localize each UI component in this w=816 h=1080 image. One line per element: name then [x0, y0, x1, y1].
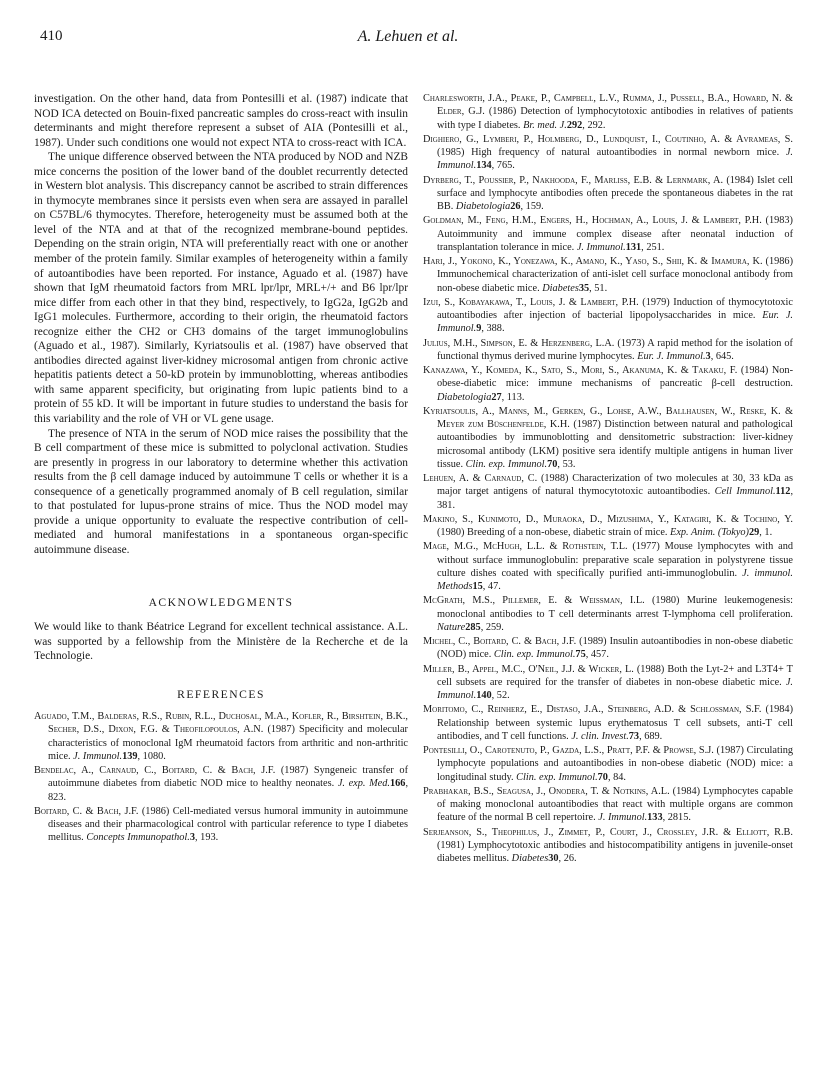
- reference-authors: Boitard, C. & Bach, J.F.: [34, 805, 139, 817]
- reference-pages: , 381.: [437, 486, 794, 511]
- reference-volume: 292: [566, 119, 583, 131]
- reference-text: (1980) Murine leukemogenesis: monoclonal antibodies to T cell determinants arrest T-lymphoma cell proliferation.: [437, 595, 793, 620]
- reference-volume: 3: [705, 350, 711, 362]
- reference-journal: J. Immunol.: [598, 812, 648, 824]
- references-heading: REFERENCES: [177, 687, 265, 701]
- reference-journal: Eur. J. Immunol.: [437, 310, 793, 335]
- reference-text: (1987) Specificity and molecular characteristics of monoclonal IgM rheumatoid factors from arthritic and non-arthritic mice.: [48, 724, 408, 762]
- reference-journal: Diabetologia: [437, 391, 492, 403]
- left-column: [34, 92, 408, 846]
- reference-volume: 140: [476, 690, 492, 701]
- reference-journal: J. immunol. Methods: [437, 567, 793, 592]
- reference-entry: [34, 710, 408, 763]
- reference-authors: Hari, J., Yokono, K., Yonezawa, K., Amano, K., Yaso, S., Shii, K. & Imamura, K.: [423, 256, 763, 267]
- body-paragraph-2: The unique difference observed between the NTA produced by NOD and NZB mice concerns the position of the lower band of the doublet recurrently detected in Western blot analysis. This discrepancy cannot be ascribed to strain differences in thymocyte membranes since it persists even when sera are assayed in parallel on C57BL/6 thymocytes. Therefore, heterogeneity must be assumed both at the level of the NTA and at that of the recognized membrane-bound peptides. Depending on the strain origin, NTA will preferentially react with one or another member of the protein family. Similar examples of heterogeneity within a family of autoantibodies have been reported. For instance, Aguado et al. (1987) have shown that IgM rheumatoid factors from MRL lpr/lpr, MRL+/+ and B6 lpr/lpr mice differ from each other in that they bind, respectively, to IgG2a, IgG2b and IgG1 molecules. Furthermore, according to their origin, the rheumatoid factors recognize either the CH2 or CH3 domains of the target immunoglobulins (Aguado et al., 1987). Similarly, Kyriatsoulis et al. (1987) have observed that antibodies directed against liver-kidney microsomal antigen from chronic active hepatitis patients detect a 50-kD protein by immunoblotting, whereas antibodies with same apparent specificity, but originating from lupic patients bind to a protein of 55 kD. It will be important in future studies to understand the basis for this variability and the role of VH or VL gene usage.: [34, 151, 408, 426]
- reference-entry: [423, 540, 793, 593]
- reference-journal: Exp. Anim. (Tokyo): [670, 527, 749, 538]
- reference-authors: Makino, S., Kunimoto, D., Muraoka, D., Mizushima, Y., Katagiri, K. & Tochino, Y.: [423, 513, 793, 525]
- reference-authors: Miller, B., Appel, M.C., O'Neil, J.J. & Wicker, L.: [423, 663, 634, 675]
- reference-authors: Serjeanson, S., Theophilus, J., Zimmet, P., Court, J., Crossley, J.R. & Elliott, R.B.: [423, 826, 793, 838]
- reference-journal: Cell Immunol.: [714, 486, 776, 498]
- reference-volume: 70: [547, 458, 558, 470]
- reference-journal: Diabetologia: [455, 201, 511, 212]
- reference-entry: [423, 174, 793, 214]
- reference-text: (1981) Lymphocytotoxic antibodies and histocompatibility antigens in juvenile-onset diabetes mellitus.: [437, 839, 793, 864]
- reference-volume: 3: [189, 832, 196, 844]
- reference-text: (1979) Induction of thymocytotoxic autoantibodies after injection of bacterial lipopolysaccharides in mice.: [437, 296, 793, 321]
- reference-volume: 166: [389, 778, 406, 790]
- reference-authors: Prabhakar, B.S., Seagusa, J., Onodera, T. & Notkins, A.L.: [423, 785, 670, 797]
- reference-text: (1986) Cell-mediated versus humoral immunity in autoimmune diseases and their pharmacological control with particular reference to type I diabetes mellitus.: [48, 805, 408, 844]
- reference-text: (1987) Syngeneic transfer of autoimmune diabetes from diabetic NOD mice to healthy neonates.: [48, 765, 408, 790]
- reference-entry: [423, 513, 793, 540]
- reference-pages: , 193.: [195, 832, 219, 844]
- reference-entry: [34, 805, 408, 845]
- reference-authors: Charlesworth, J.A., Peake, P., Campbell, L.V., Rumma, J., Pussell, B.A., Howard, N. & Elder, G.J.: [423, 93, 793, 118]
- reference-text: (1986) Immunochemical characterization of anti-islet cell surface monoclonal antibody from non-obese diabetic mice.: [437, 256, 794, 294]
- page-number: 410: [40, 28, 63, 44]
- reference-authors: Dyrberg, T., Poussier, P., Nakhooda, F., Marliss, E.B. & Lernmark, A.: [423, 174, 724, 186]
- reference-text: (1985) High frequency of natural autoantibodies in normal newborn mice.: [437, 147, 786, 158]
- references-list-left: [34, 710, 408, 845]
- reference-volume: 30: [548, 853, 559, 864]
- reference-authors: Aguado, T.M., Balderas, R.S., Rubin, R.L., Duchosal, M.A., Kofler, R., Birshtein, B.K., Secher, D.S., Dixon, F.G. & Theofilopoulos, A.N.: [34, 711, 408, 736]
- reference-pages: , 645.: [710, 350, 734, 362]
- reference-pages: , 457.: [585, 649, 609, 661]
- reference-text: (1984) Non-obese-diabetic mice: immune mechanisms of pancreatic β-cell destruction.: [437, 365, 793, 390]
- reference-pages: , 292.: [582, 119, 606, 131]
- reference-pages: , 52.: [491, 690, 510, 701]
- reference-authors: Julius, M.H., Simpson, E. & Herzenberg, L.A.: [423, 337, 615, 349]
- reference-entry: [423, 214, 793, 254]
- acknowledgments-text: We would like to thank Béatrice Legrand for excellent technical assistance. A.L. was supported by a fellowship from the Ministère de la Recherche et de la Technologie.: [34, 621, 408, 663]
- reference-pages: , 388.: [481, 323, 505, 335]
- reference-volume: 70: [597, 771, 608, 783]
- running-title: A. Lehuen et al.: [357, 28, 459, 45]
- reference-pages: , 259.: [480, 621, 504, 633]
- reference-text: (1987) Distinction between natural and pathological autoantibodies by immunoblotting and densitometric substraction: liver-kidney microsomal antibody (LKM) positive sera identify multiple antigens in human liver tissue.: [437, 419, 793, 470]
- reference-text: (1987) Circulating lymphocyte populations and autoantibodies in non-obese diabetic (NOD) mice: a longitudinal study.: [437, 745, 793, 783]
- reference-text: (1984) Relationship between systemic lupus erythematosus T cell subsets, anti-T cell antibodies, and T cell functions.: [437, 704, 793, 742]
- reference-pages: , 689.: [639, 730, 663, 742]
- reference-volume: 112: [775, 486, 791, 498]
- reference-journal: Concepts Immunopathol.: [86, 832, 190, 844]
- reference-text: (1988) Characterization of two molecules at 30, 33 kDa as major target antigens of natural thymocytotoxic autoantibodies.: [437, 473, 793, 498]
- body-paragraph-3: The presence of NTA in the serum of NOD mice raises the possibility that the B cell compartment of these mice is submitted to polyclonal activation. Studies are presently in progress in our laboratory to determine whether this activation results from the β cell damage induced by autoimmune T cells or whether it is a consequence of a genetically programmed anomaly of B cell regulation, similar to that postulated for lupus-prone strains of mice. Thus the NOD model may provide a unique opportunity to evaluate the respective contribution of cell-mediated and humoral manifestations in a spontaneous organ-specific autoimmune disease.: [34, 427, 408, 556]
- reference-journal: J. Immunol.: [437, 147, 793, 172]
- reference-journal: Diabetes: [511, 853, 549, 864]
- reference-pages: , 823.: [48, 778, 409, 803]
- reference-authors: Bendelac, A., Carnaud, C., Boitard, C. & Bach, J.F.: [34, 765, 276, 777]
- reference-volume: 131: [625, 241, 642, 253]
- reference-pages: , 51.: [589, 282, 608, 294]
- reference-volume: 9: [476, 323, 482, 335]
- reference-pages: , 47.: [482, 581, 501, 592]
- reference-authors: McGrath, M.S., Pillemer, E. & Weissman, I.L.: [423, 595, 645, 607]
- reference-volume: 134: [476, 160, 492, 172]
- reference-entry: [423, 255, 793, 295]
- reference-pages: , 113.: [501, 391, 525, 403]
- reference-authors: Kanazawa, Y., Komeda, K., Sato, S., Mori, S., Akanuma, K. & Takaku, F.: [423, 365, 738, 376]
- reference-journal: J. exp. Med.: [337, 778, 390, 790]
- reference-journal: Clin. exp. Immunol.: [493, 649, 576, 661]
- reference-entry: [423, 364, 793, 404]
- reference-entry: [423, 92, 793, 132]
- reference-pages: , 53.: [557, 458, 576, 470]
- reference-entry: [423, 594, 793, 634]
- reference-authors: Moritomo, C., Reinherz, E., Distaso, J.A., Steinberg, A.D. & Schlossman, S.F.: [423, 704, 762, 716]
- reference-journal: J. clin. Invest.: [571, 730, 629, 742]
- reference-authors: Lehuen, A. & Carnaud, C.: [423, 473, 538, 484]
- reference-volume: 15: [472, 581, 483, 592]
- reference-entry: [423, 296, 793, 336]
- reference-entry: [423, 663, 793, 703]
- reference-journal: Eur. J. Immunol.: [637, 350, 706, 362]
- right-column: [423, 92, 793, 866]
- reference-text: (1984) Lymphocytes capable of making monoclonal autoantibodies that react with multiple organs are common feature of the normal B cell repertoire.: [437, 785, 793, 824]
- reference-entry: [423, 472, 793, 512]
- reference-entry: [423, 826, 793, 866]
- reference-authors: Pontesilli, O., Carotenuto, P., Gazda, L.S., Pratt, P.F. & Prowse, S.J.: [423, 745, 714, 756]
- reference-journal: Br. med. J.: [523, 119, 567, 131]
- reference-volume: 73: [628, 730, 640, 742]
- reference-journal: Clin. exp. Immunol.: [465, 458, 548, 470]
- reference-entry: [423, 703, 793, 743]
- reference-volume: 29: [748, 527, 760, 538]
- references-list-right: [423, 92, 793, 865]
- reference-authors: Izui, S., Kobayakawa, T., Louis, J. & Lambert, P.H.: [423, 296, 639, 308]
- reference-pages: , 1080.: [137, 750, 166, 762]
- reference-authors: Michel, C., Boitard, C. & Bach, J.F.: [423, 636, 577, 647]
- reference-pages: , 84.: [607, 771, 626, 783]
- reference-pages: , 26.: [558, 853, 577, 864]
- reference-text: (1986) Detection of lymphocytotoxic antibodies in relatives of patients with type I diabetes.: [437, 106, 793, 131]
- reference-text: (1983) Autoimmunity and immune complex disease after neonatal induction of transplantation tolerance in mice.: [437, 215, 793, 253]
- reference-volume: 26: [510, 201, 521, 212]
- reference-text: (1988) Both the Lyt-2+ and L3T4+ T cell subsets are required for the transfer of diabetes in non-obese diabetic mice.: [437, 663, 793, 688]
- body-paragraph-1: investigation. On the other hand, data from Pontesilli et al. (1987) indicate that NOD ICA detected on Bouin-fixed pancreatic samples do cross-react with insulin determinants and might therefore represent a subset of AIA (Pontesilli et al., 1987). Under such conditions one would not expect NTA to cross-react with ICA.: [34, 93, 408, 149]
- reference-entry: [423, 635, 793, 662]
- reference-pages: , 159.: [520, 201, 544, 212]
- acknowledgments-heading: ACKNOWLEDGMENTS: [148, 595, 294, 609]
- reference-journal: Clin. exp. Immunol.: [516, 771, 598, 783]
- reference-text: (1984) Islet cell surface and lymphocyte antibodies often precede the spontaneous diabetes in the rat BB.: [437, 174, 793, 212]
- reference-pages: , 2815.: [662, 812, 691, 824]
- reference-volume: 35: [578, 282, 590, 294]
- reference-journal: J. Immunol.: [576, 241, 626, 253]
- reference-authors: Mage, M.G., McHugh, L.L. & Rothstein, T.L.: [423, 541, 628, 553]
- reference-journal: J. Immunol.: [73, 750, 123, 762]
- reference-volume: 139: [122, 750, 138, 762]
- reference-text: (1973) A rapid method for the isolation of functional thymus derived murine lymphocytes.: [437, 337, 793, 362]
- reference-entry: [423, 744, 793, 784]
- reference-authors: Dighiero, G., Lymberi, P., Holmberg, D., Lundquist, I., Coutinho, A. & Avrameas, S.: [423, 133, 793, 145]
- reference-authors: Goldman, M., Feng, H.M., Engers, H., Hochman, A., Louis, J. & Lambert, P.H.: [423, 215, 762, 227]
- reference-pages: , 1.: [759, 527, 773, 538]
- reference-volume: 133: [647, 812, 663, 824]
- reference-text: (1977) Mouse lymphocytes with and without surface immunoglobulin: preparative scale separation in polystyrene tissue culture dishes coated with specifically purified anti-immunoglobulin.: [437, 541, 793, 579]
- reference-text: (1989) Insulin autoantibodies in non-obese diabetic (NOD) mice.: [437, 636, 793, 661]
- reference-volume: 27: [491, 391, 502, 403]
- reference-entry: [423, 337, 793, 364]
- reference-text: (1980) Breeding of a non-obese, diabetic strain of mice.: [437, 527, 671, 538]
- reference-authors: Kyriatsoulis, A., Manns, M., Gerken, G., Lohse, A.W., Ballhausen, W., Reske, K. & Meyer zum Büschenfelde, K.H.: [423, 405, 793, 430]
- reference-volume: 285: [465, 621, 481, 633]
- reference-pages: , 765.: [491, 160, 515, 172]
- reference-entry: [423, 133, 793, 173]
- reference-pages: , 251.: [641, 241, 665, 253]
- reference-journal: Nature: [437, 621, 466, 633]
- reference-volume: 75: [575, 649, 586, 661]
- reference-journal: J. Immunol.: [437, 676, 793, 701]
- reference-entry: [423, 405, 793, 471]
- reference-journal: Diabetes: [542, 282, 579, 294]
- running-head: [0, 28, 816, 52]
- reference-entry: [423, 785, 793, 825]
- reference-entry: [34, 764, 408, 804]
